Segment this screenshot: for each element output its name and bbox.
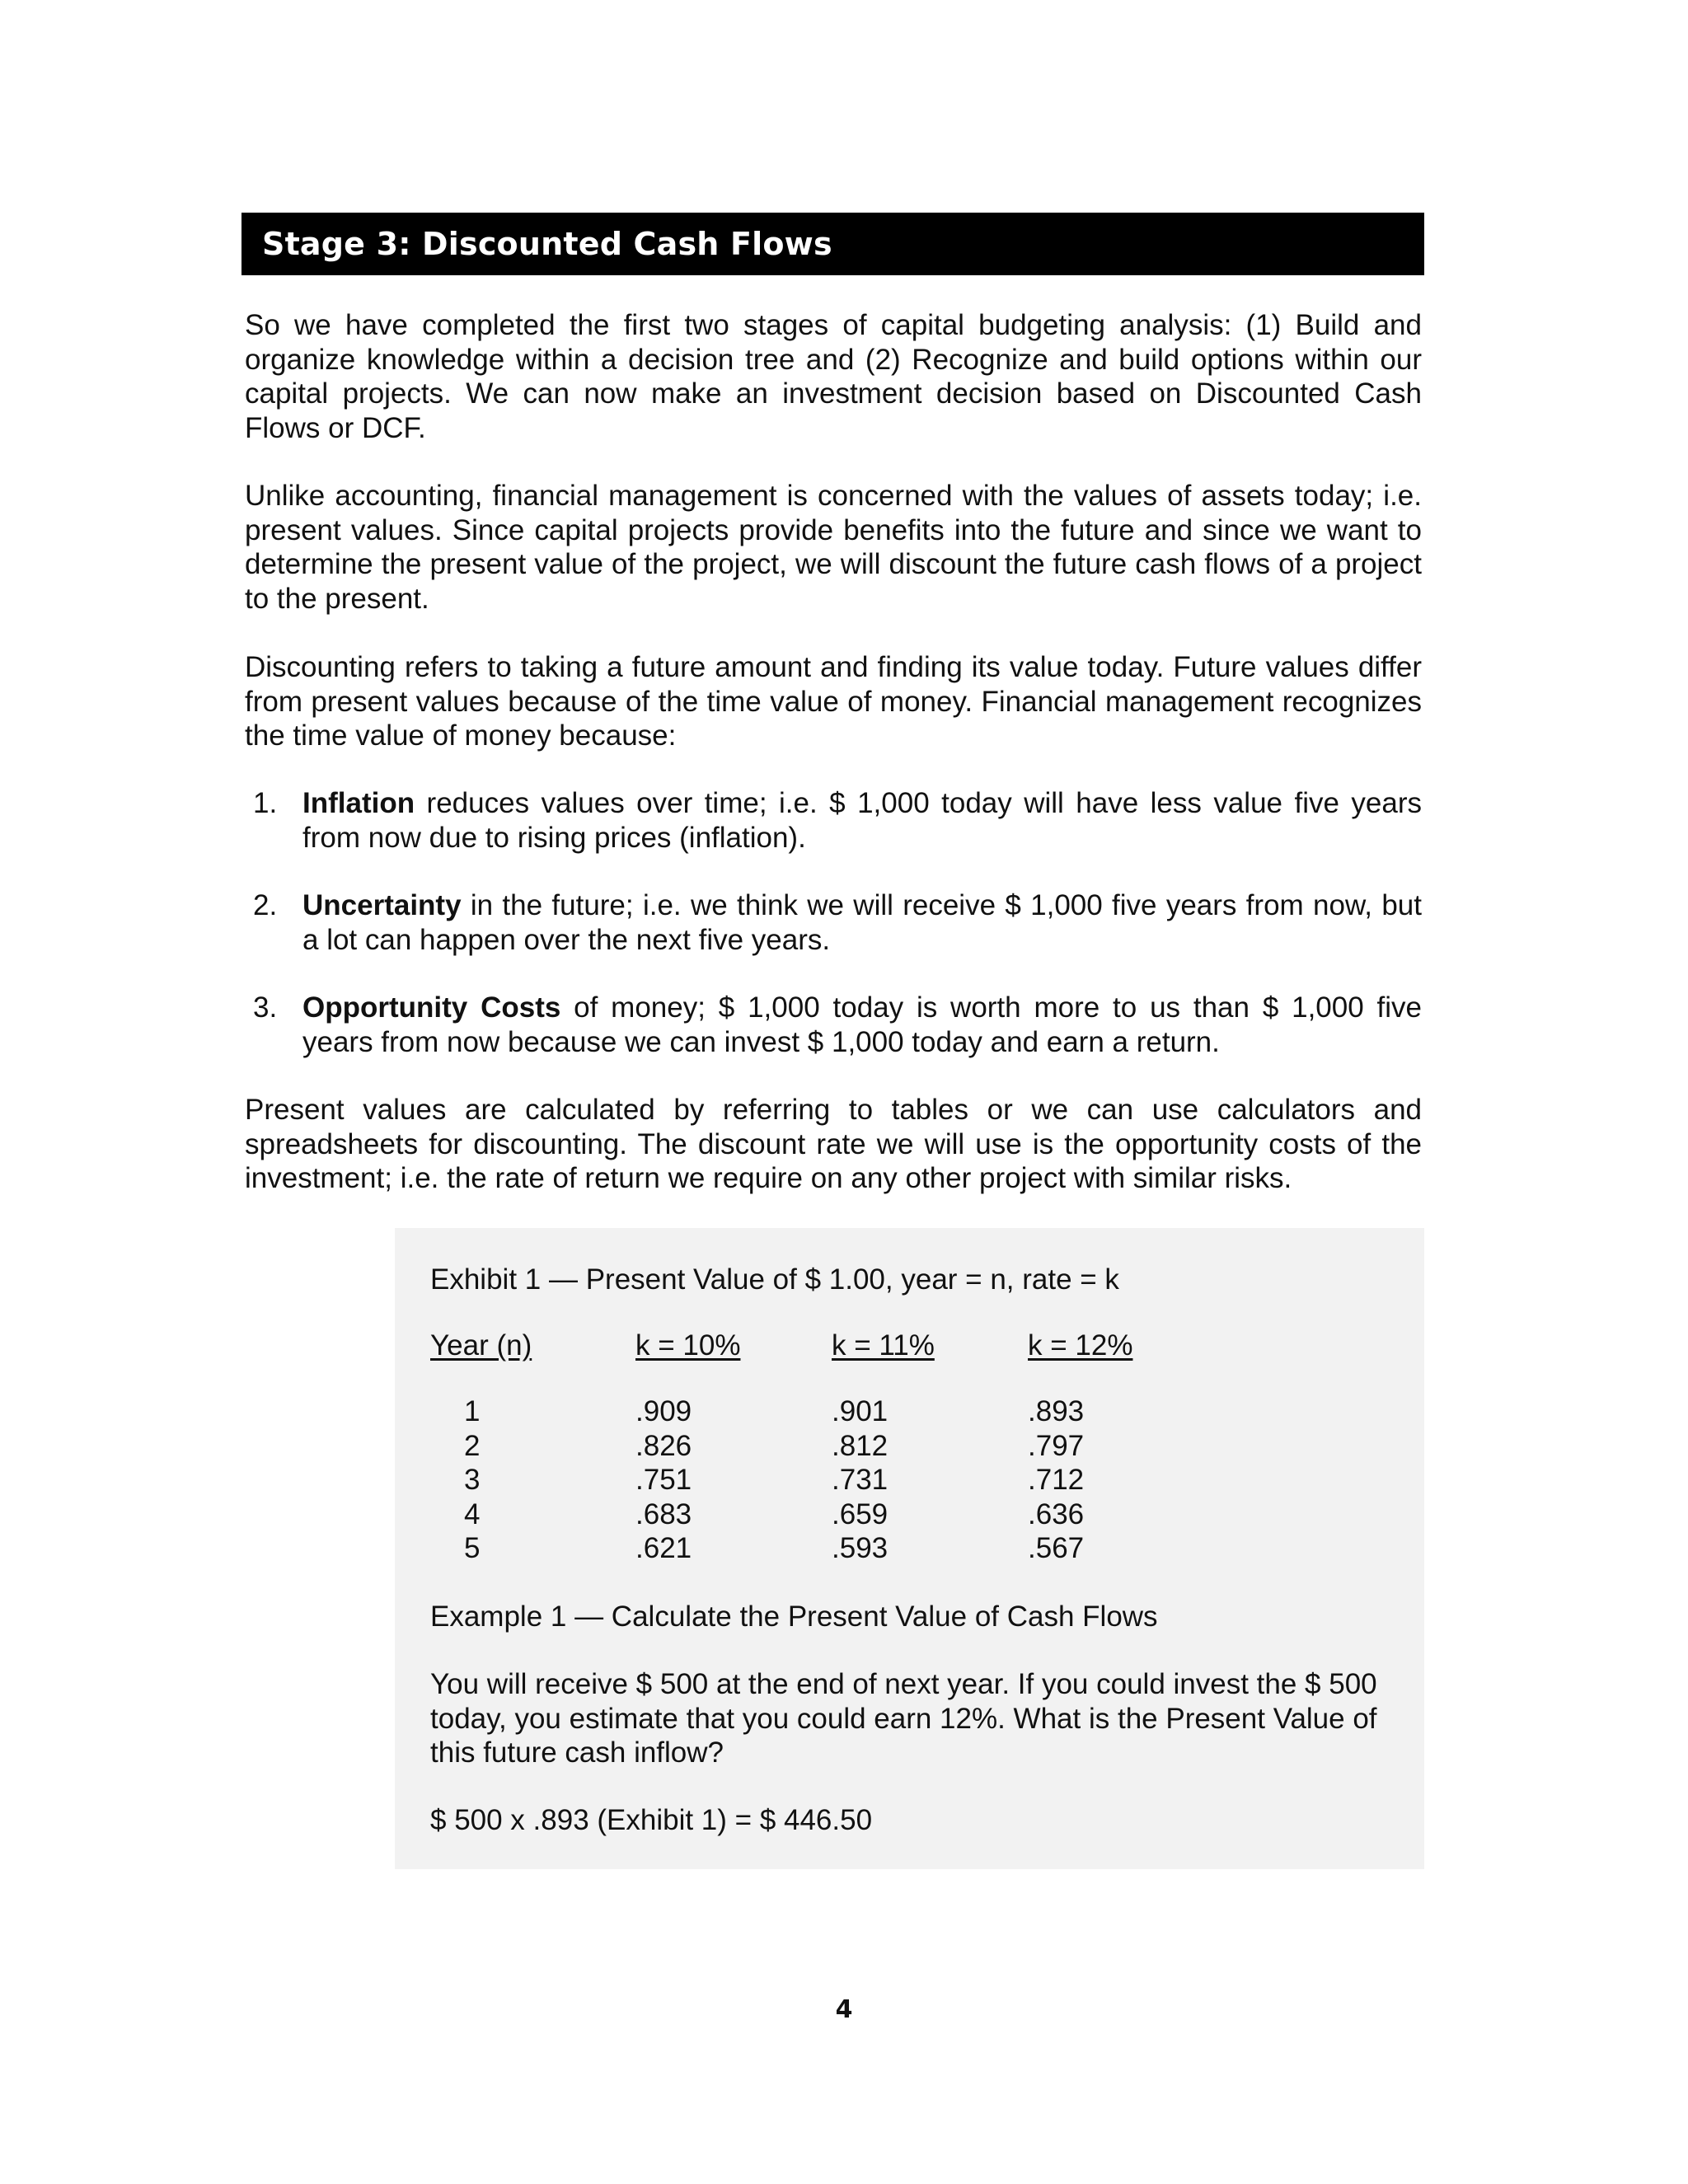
list-content [302, 991, 1422, 1059]
section-title: Stage 3: Discounted Cash Flows [262, 226, 832, 262]
list-item-uncertainty [245, 888, 1422, 957]
list-term: Uncertainty [302, 889, 462, 921]
table-column-years [464, 1394, 480, 1566]
list-term: Inflation [302, 787, 415, 819]
table-cell: .797 [1028, 1429, 1085, 1462]
table-header-year: Year (n) [430, 1329, 532, 1361]
table-cell: .731 [832, 1464, 889, 1497]
list-number: 3. [253, 991, 278, 1024]
paragraph-present-values: Unlike accounting, financial management is concerned with the values of assets today; i.e. present values. Since capital projects provide benefits into the future and since we want to determine the present value of the project, we will discount the future cash flows of a project to the present. [245, 480, 1422, 615]
exhibit-title: Exhibit 1 — Present Value of $ 1.00, year = n, rate = k [430, 1263, 1119, 1296]
table-cell: .901 [832, 1395, 889, 1427]
example-text: You will receive $ 500 at the end of next year. If you could invest the $ 500 today, you estimate that you could earn 12%. What is the Present Value of this future cash inflow? [430, 1668, 1377, 1769]
table-cell: .683 [635, 1497, 692, 1530]
list-number: 1. [253, 787, 278, 819]
paragraph-intro: So we have completed the first two stages of capital budgeting analysis: (1) Build and organize knowledge within a decision tree and (2) Recognize and build options within our capital projects. We can now make an investment decision based on Discounted Cash Flows or DCF. [245, 309, 1422, 444]
table-cell: .659 [832, 1497, 889, 1530]
list-item-opportunity-costs [245, 991, 1422, 1059]
list-text: reduces values over time; i.e. $ 1,000 today will have less value five years from now due to rising prices (inflation). [302, 787, 1422, 854]
list-text: in the future; i.e. we think we will receive $ 1,000 five years from now, but a lot can happen over the next five years. [302, 889, 1422, 956]
table-column-k11 [832, 1394, 888, 1566]
table-column-k12 [1028, 1394, 1084, 1566]
list-content [302, 888, 1422, 957]
list-item-inflation [245, 786, 1422, 855]
table-cell: .593 [832, 1532, 889, 1565]
table-cell: .621 [635, 1532, 692, 1565]
table-cell: .712 [1028, 1464, 1085, 1497]
example-calculation: $ 500 x .893 (Exhibit 1) = $ 446.50 [430, 1804, 873, 1836]
list-number: 2. [253, 889, 278, 921]
table-cell: .893 [1028, 1395, 1085, 1427]
paragraph-closing: Present values are calculated by referring to tables or we can use calculators and spreadsheets for discounting. The discount rate we will use is the opportunity costs of the investment; i.e. the rate of return we require on any other project with similar risks. [245, 1094, 1422, 1194]
paragraph-discounting: Discounting refers to taking a future amount and finding its value today. Future values differ from present values because of the time value of money. Financial management recognizes the time value of money because: [245, 651, 1422, 752]
list-text: of money; $ 1,000 today is worth more to us than $ 1,000 five years from now because we can invest $ 1,000 today and earn a return. [302, 991, 1422, 1058]
page-number: 4 [835, 1995, 853, 2024]
table-cell: 2 [464, 1429, 481, 1462]
section-header [241, 213, 1424, 275]
table-cell: 4 [464, 1497, 481, 1530]
exhibit-box [395, 1228, 1424, 1869]
table-cell: .909 [635, 1395, 692, 1427]
table-header-k11: k = 11% [832, 1329, 935, 1361]
table-header-k10: k = 10% [635, 1329, 741, 1361]
table-cell: .636 [1028, 1497, 1085, 1530]
list-term: Opportunity Costs [302, 991, 561, 1024]
table-cell: 1 [464, 1395, 481, 1427]
table-cell: .567 [1028, 1532, 1085, 1565]
table-column-k10 [635, 1394, 692, 1566]
table-cell: 3 [464, 1464, 481, 1497]
table-cell: .826 [635, 1429, 692, 1462]
example-title: Example 1 — Calculate the Present Value of Cash Flows [430, 1601, 1158, 1633]
list-content [302, 786, 1422, 855]
table-cell: .812 [832, 1429, 889, 1462]
table-header-k12: k = 12% [1028, 1329, 1133, 1361]
table-cell: .751 [635, 1464, 692, 1497]
table-cell: 5 [464, 1532, 481, 1565]
